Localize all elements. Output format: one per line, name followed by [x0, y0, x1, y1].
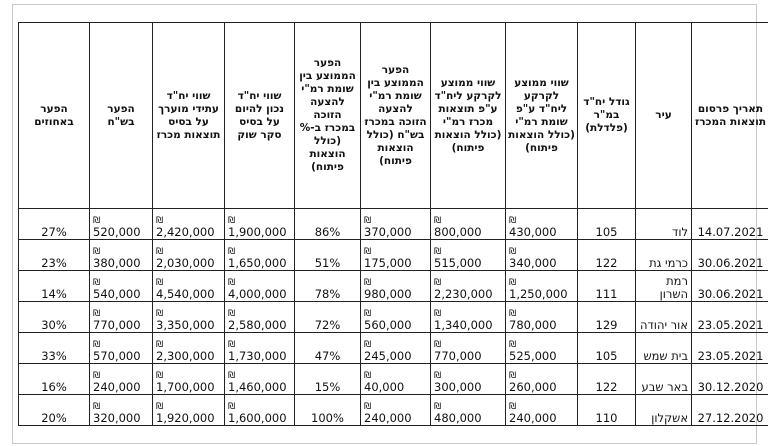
currency-symbol: ₪ — [364, 247, 372, 257]
header-row — [19, 23, 768, 209]
current-value-cell — [225, 333, 295, 364]
amount: 245,000 — [364, 349, 412, 363]
currency-symbol: ₪ — [228, 278, 236, 288]
currency-symbol: ₪ — [434, 309, 442, 319]
header-date: תאריך פרסום תוצאות המכרז — [692, 23, 768, 209]
header-current-value: שווי יח"ד נכון להיום על בסיס סקר שוק — [225, 23, 295, 209]
tender-value-cell — [431, 364, 506, 395]
future-value-cell — [153, 209, 225, 240]
amount: 1,600,000 — [228, 411, 287, 425]
header-gap-ils: הפער הממוצע בין שומת רמ"י להצעה הזוכה במכרז בש"ח (כולל הוצאות פיתוח) — [361, 23, 431, 209]
future-value-cell — [153, 395, 225, 426]
currency-symbol: ₪ — [509, 278, 517, 288]
currency-symbol: ₪ — [93, 340, 101, 350]
tender-value-cell — [431, 271, 506, 302]
current-value-cell — [225, 240, 295, 271]
appraisal-value-cell — [506, 271, 578, 302]
amount: 300,000 — [434, 380, 482, 394]
header-size: גודל יח"ד במ"ר (פלדלת) — [578, 23, 636, 209]
amount: 980,000 — [364, 287, 412, 301]
table-header — [19, 23, 768, 209]
city-cell: לוד — [636, 209, 692, 240]
currency-symbol: ₪ — [509, 371, 517, 381]
gap-pct-cell: 78% — [295, 271, 361, 302]
table-row — [19, 364, 768, 395]
amount: 770,000 — [93, 318, 141, 332]
tender-value-cell — [431, 209, 506, 240]
currency-symbol: ₪ — [509, 247, 517, 257]
size-cell: 110 — [578, 395, 636, 426]
currency-symbol: ₪ — [93, 278, 101, 288]
currency-symbol: ₪ — [434, 402, 442, 412]
currency-symbol: ₪ — [509, 402, 517, 412]
diff-pct-cell: 30% — [19, 302, 90, 333]
amount: 1,340,000 — [434, 318, 493, 332]
currency-symbol: ₪ — [364, 278, 372, 288]
currency-symbol: ₪ — [364, 340, 372, 350]
currency-symbol: ₪ — [509, 216, 517, 226]
amount: 4,540,000 — [156, 287, 215, 301]
currency-symbol: ₪ — [228, 309, 236, 319]
amount: 1,460,000 — [228, 380, 287, 394]
size-cell: 129 — [578, 302, 636, 333]
header-gap-pct: הפער הממוצע בין שומת רמ"י להצעה הזוכה במכרז ב-% (כולל הוצאות פיתוח) — [295, 23, 361, 209]
gap-ils-cell — [361, 364, 431, 395]
amount: 340,000 — [509, 256, 557, 270]
currency-symbol: ₪ — [156, 402, 164, 412]
date-cell: 23.05.2021 — [692, 302, 768, 333]
header-future-value: שווי יח"ד עתידי מוערך על בסיס תוצאות מכרז — [153, 23, 225, 209]
diff-ils-cell — [90, 333, 153, 364]
amount: 3,350,000 — [156, 318, 215, 332]
city-cell: רמת השרון — [636, 271, 692, 302]
size-cell: 122 — [578, 240, 636, 271]
amount: 1,730,000 — [228, 349, 287, 363]
tender-value-cell — [431, 240, 506, 271]
size-cell: 105 — [578, 209, 636, 240]
table-row — [19, 333, 768, 364]
table-row — [19, 395, 768, 426]
diff-ils-cell — [90, 395, 153, 426]
currency-symbol: ₪ — [93, 371, 101, 381]
diff-ils-cell — [90, 209, 153, 240]
currency-symbol: ₪ — [509, 340, 517, 350]
city-cell: אור יהודה — [636, 302, 692, 333]
diff-pct-cell: 27% — [19, 209, 90, 240]
diff-pct-cell: 14% — [19, 271, 90, 302]
diff-ils-cell — [90, 240, 153, 271]
header-diff-pct: הפער באחוזים — [19, 23, 90, 209]
diff-ils-cell — [90, 364, 153, 395]
header-city: עיר — [636, 23, 692, 209]
currency-symbol: ₪ — [434, 216, 442, 226]
currency-symbol: ₪ — [228, 216, 236, 226]
future-value-cell — [153, 364, 225, 395]
amount: 370,000 — [364, 225, 412, 239]
currency-symbol: ₪ — [228, 402, 236, 412]
diff-pct-cell: 23% — [19, 240, 90, 271]
currency-symbol: ₪ — [93, 247, 101, 257]
amount: 1,900,000 — [228, 225, 287, 239]
amount: 525,000 — [509, 349, 557, 363]
gap-pct-cell: 86% — [295, 209, 361, 240]
tender-value-cell — [431, 302, 506, 333]
currency-symbol: ₪ — [156, 371, 164, 381]
appraisal-value-cell — [506, 209, 578, 240]
amount: 480,000 — [434, 411, 482, 425]
date-cell: 30.06.2021 — [692, 271, 768, 302]
amount: 560,000 — [364, 318, 412, 332]
amount: 320,000 — [93, 411, 141, 425]
amount: 570,000 — [93, 349, 141, 363]
diff-pct-cell: 16% — [19, 364, 90, 395]
amount: 515,000 — [434, 256, 482, 270]
currency-symbol: ₪ — [93, 309, 101, 319]
city-cell: אשקלון — [636, 395, 692, 426]
table-row — [19, 302, 768, 333]
currency-symbol: ₪ — [93, 402, 101, 412]
amount: 260,000 — [509, 380, 557, 394]
amount: 780,000 — [509, 318, 557, 332]
current-value-cell — [225, 271, 295, 302]
table-row — [19, 271, 768, 302]
amount: 2,580,000 — [228, 318, 287, 332]
appraisal-value-cell — [506, 333, 578, 364]
appraisal-value-cell — [506, 395, 578, 426]
city-cell: באר שבע — [636, 364, 692, 395]
diff-pct-cell: 33% — [19, 333, 90, 364]
gap-pct-cell: 15% — [295, 364, 361, 395]
currency-symbol: ₪ — [509, 309, 517, 319]
tender-value-cell — [431, 333, 506, 364]
appraisal-value-cell — [506, 240, 578, 271]
future-value-cell — [153, 271, 225, 302]
future-value-cell — [153, 302, 225, 333]
future-value-cell — [153, 333, 225, 364]
date-cell: 14.07.2021 — [692, 209, 768, 240]
amount: 175,000 — [364, 256, 412, 270]
amount: 4,000,000 — [228, 287, 287, 301]
currency-symbol: ₪ — [156, 309, 164, 319]
amount: 1,250,000 — [509, 287, 568, 301]
city-cell: בית שמש — [636, 333, 692, 364]
amount: 2,230,000 — [434, 287, 493, 301]
currency-symbol: ₪ — [156, 340, 164, 350]
header-tender-value: שווי ממוצע לקרקע ליח"ד ע"פ תוצאות מכרז רמ"י (כולל הוצאות פיתוח) — [431, 23, 506, 209]
city-cell: כרמי גת — [636, 240, 692, 271]
gap-ils-cell — [361, 395, 431, 426]
currency-symbol: ₪ — [156, 247, 164, 257]
currency-symbol: ₪ — [228, 371, 236, 381]
currency-symbol: ₪ — [364, 309, 372, 319]
currency-symbol: ₪ — [364, 371, 372, 381]
table-body — [19, 209, 768, 426]
amount: 1,650,000 — [228, 256, 287, 270]
header-diff-ils: הפער בש"ח — [90, 23, 153, 209]
current-value-cell — [225, 209, 295, 240]
appraisal-value-cell — [506, 364, 578, 395]
gap-pct-cell: 51% — [295, 240, 361, 271]
currency-symbol: ₪ — [93, 216, 101, 226]
gap-ils-cell — [361, 302, 431, 333]
date-cell: 23.05.2021 — [692, 333, 768, 364]
amount: 240,000 — [509, 411, 557, 425]
amount: 240,000 — [93, 380, 141, 394]
current-value-cell — [225, 302, 295, 333]
amount: 380,000 — [93, 256, 141, 270]
current-value-cell — [225, 364, 295, 395]
amount: 2,030,000 — [156, 256, 215, 270]
currency-symbol: ₪ — [364, 216, 372, 226]
currency-symbol: ₪ — [364, 402, 372, 412]
appraisal-value-cell — [506, 302, 578, 333]
amount: 800,000 — [434, 225, 482, 239]
header-appraisal-value: שווי ממוצע לקרקע ליח"ד ע"פ שומת רמ"י (כולל הוצאות פיתוח) — [506, 23, 578, 209]
currency-symbol: ₪ — [434, 247, 442, 257]
amount: 430,000 — [509, 225, 557, 239]
amount: 520,000 — [93, 225, 141, 239]
future-value-cell — [153, 240, 225, 271]
amount: 2,300,000 — [156, 349, 215, 363]
diff-ils-cell — [90, 302, 153, 333]
size-cell: 122 — [578, 364, 636, 395]
amount: 1,920,000 — [156, 411, 215, 425]
amount: 540,000 — [93, 287, 141, 301]
tender-results-table — [18, 22, 768, 426]
amount: 2,420,000 — [156, 225, 215, 239]
gap-ils-cell — [361, 209, 431, 240]
amount: 770,000 — [434, 349, 482, 363]
date-cell: 30.12.2020 — [692, 364, 768, 395]
amount: 1,700,000 — [156, 380, 215, 394]
tender-value-cell — [431, 395, 506, 426]
diff-ils-cell — [90, 271, 153, 302]
currency-symbol: ₪ — [228, 247, 236, 257]
currency-symbol: ₪ — [156, 278, 164, 288]
gap-pct-cell: 47% — [295, 333, 361, 364]
currency-symbol: ₪ — [228, 340, 236, 350]
date-cell: 27.12.2020 — [692, 395, 768, 426]
currency-symbol: ₪ — [434, 278, 442, 288]
size-cell: 111 — [578, 271, 636, 302]
table-row — [19, 240, 768, 271]
gap-ils-cell — [361, 333, 431, 364]
currency-symbol: ₪ — [156, 216, 164, 226]
amount: 40,000 — [364, 380, 405, 394]
currency-symbol: ₪ — [434, 340, 442, 350]
gap-ils-cell — [361, 240, 431, 271]
current-value-cell — [225, 395, 295, 426]
diff-pct-cell: 20% — [19, 395, 90, 426]
gap-pct-cell: 100% — [295, 395, 361, 426]
currency-symbol: ₪ — [434, 371, 442, 381]
size-cell: 105 — [578, 333, 636, 364]
table-row — [19, 209, 768, 240]
amount: 240,000 — [364, 411, 412, 425]
gap-ils-cell — [361, 271, 431, 302]
gap-pct-cell: 72% — [295, 302, 361, 333]
date-cell: 30.06.2021 — [692, 240, 768, 271]
